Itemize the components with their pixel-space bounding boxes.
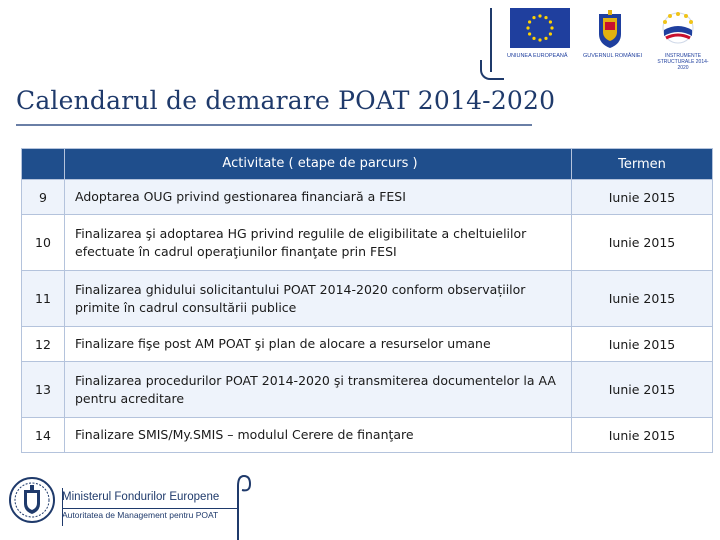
eu-flag-logo — [510, 8, 570, 52]
table-header-row — [22, 149, 713, 180]
authority-name: Autoritatea de Management pentru POAT — [62, 510, 219, 520]
footer-rule — [62, 508, 238, 509]
row-term: Iunie 2015 — [572, 327, 713, 362]
program-caption: INSTRUMENTE STRUCTURALE 2014-2020 — [657, 53, 709, 71]
table-row — [22, 362, 713, 418]
row-number: 14 — [22, 418, 65, 453]
row-number: 13 — [22, 362, 65, 418]
romania-coat-of-arms-logo — [595, 8, 625, 52]
eu-caption: UNIUNEA EUROPEANĂ — [507, 53, 568, 59]
logo-bar — [485, 8, 715, 71]
schedule-table — [21, 148, 713, 453]
row-activity: Finalizarea ghidului solicitantului POAT 2014-2020 conform observațiilor primite în cadrul consultării publice — [65, 271, 572, 327]
table-row — [22, 418, 713, 453]
table-row — [22, 180, 713, 215]
row-activity: Adoptarea OUG privind gestionarea financiară a FESI — [65, 180, 572, 215]
title-underline — [16, 124, 532, 126]
table-row — [22, 327, 713, 362]
row-term: Iunie 2015 — [572, 418, 713, 453]
table-row — [22, 271, 713, 327]
row-activity: Finalizarea şi adoptarea HG privind regulile de eligibilitate a cheltuielilor efectuate în cadrul operaţiunilor finanţate prin FESI — [65, 215, 572, 271]
row-term: Iunie 2015 — [572, 180, 713, 215]
header-activity: Activitate ( etape de parcurs ) — [65, 149, 572, 180]
row-number: 9 — [22, 180, 65, 215]
row-term: Iunie 2015 — [572, 362, 713, 418]
row-number: 10 — [22, 215, 65, 271]
row-number: 11 — [22, 271, 65, 327]
row-activity: Finalizare fişe post AM POAT şi plan de alocare a resurselor umane — [65, 327, 572, 362]
footer — [0, 458, 720, 540]
table-row — [22, 215, 713, 271]
row-term: Iunie 2015 — [572, 271, 713, 327]
page-title: Calendarul de demarare POAT 2014-2020 — [16, 86, 556, 115]
row-number: 12 — [22, 327, 65, 362]
row-activity: Finalizarea procedurilor POAT 2014-2020 şi transmiterea documentelor la AA pentru acreditare — [65, 362, 572, 418]
gov-caption: GUVERNUL ROMÂNIEI — [583, 53, 643, 59]
structural-instruments-logo — [653, 8, 703, 52]
ministry-seal-icon — [8, 476, 56, 524]
row-term: Iunie 2015 — [572, 215, 713, 271]
ministry-name: Ministerul Fondurilor Europene — [62, 491, 220, 503]
header-term: Termen — [572, 149, 713, 180]
decorative-pin-icon — [234, 466, 252, 540]
row-activity: Finalizare SMIS/My.SMIS – modulul Cerere de finanţare — [65, 418, 572, 453]
header-number — [22, 149, 65, 180]
